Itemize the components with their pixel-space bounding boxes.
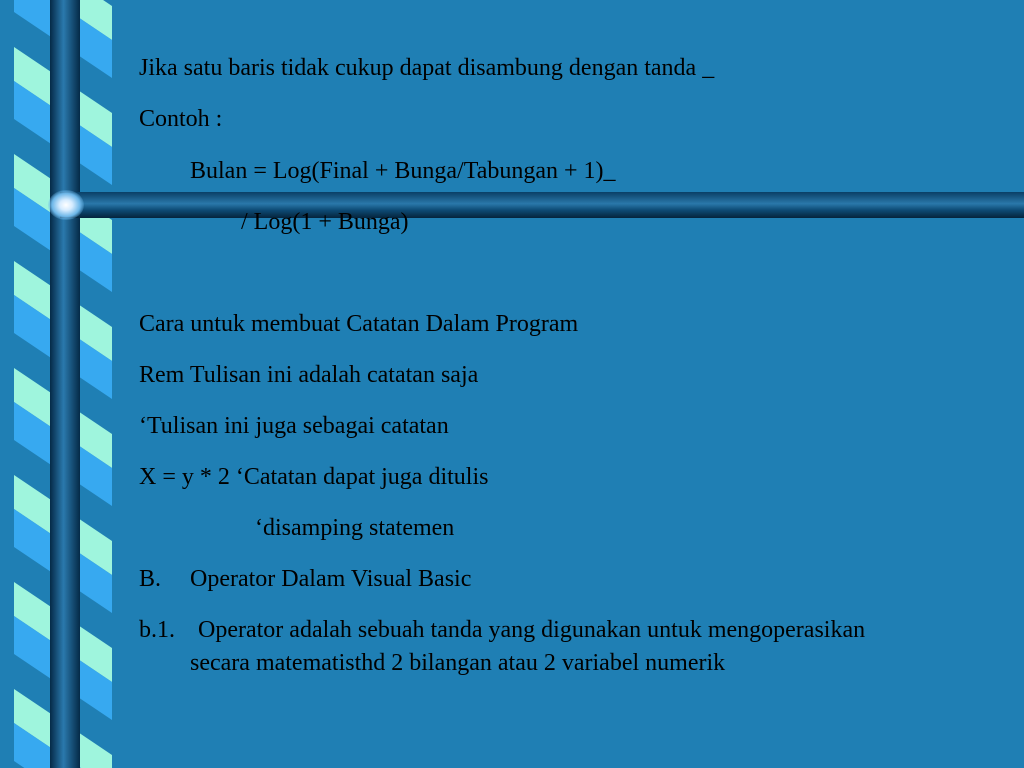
text-line-6: X = y * 2 ‘Catatan dapat juga ditulis (139, 464, 489, 490)
text-line-2: Contoh : (139, 106, 223, 132)
section-b-marker: B. (139, 566, 162, 592)
text-line-1: Jika satu baris tidak cukup dapat disambung dengan tanda _ (139, 55, 715, 81)
text-line-5: ‘Tulisan ini juga sebagai catatan (139, 413, 449, 439)
point-b1-text (190, 614, 930, 680)
point-b1-marker: b.1. (139, 617, 175, 643)
section-b-title: Operator Dalam Visual Basic (190, 566, 472, 592)
text-line-3: Cara untuk membuat Catatan Dalam Program (139, 311, 579, 337)
text-line-4: Rem Tulisan ini adalah catatan saja (139, 362, 479, 388)
point-b1-body: Operator adalah sebuah tanda yang digunakan untuk mengoperasikan secara matematisthd 2 bilangan atau 2 variabel numerik (190, 617, 866, 676)
text-line-7: ‘disamping statemen (255, 515, 455, 541)
code-line-1: Bulan = Log(Final + Bunga/Tabungan + 1)_ (190, 158, 616, 184)
code-line-2: / Log(1 + Bunga) (241, 209, 409, 235)
